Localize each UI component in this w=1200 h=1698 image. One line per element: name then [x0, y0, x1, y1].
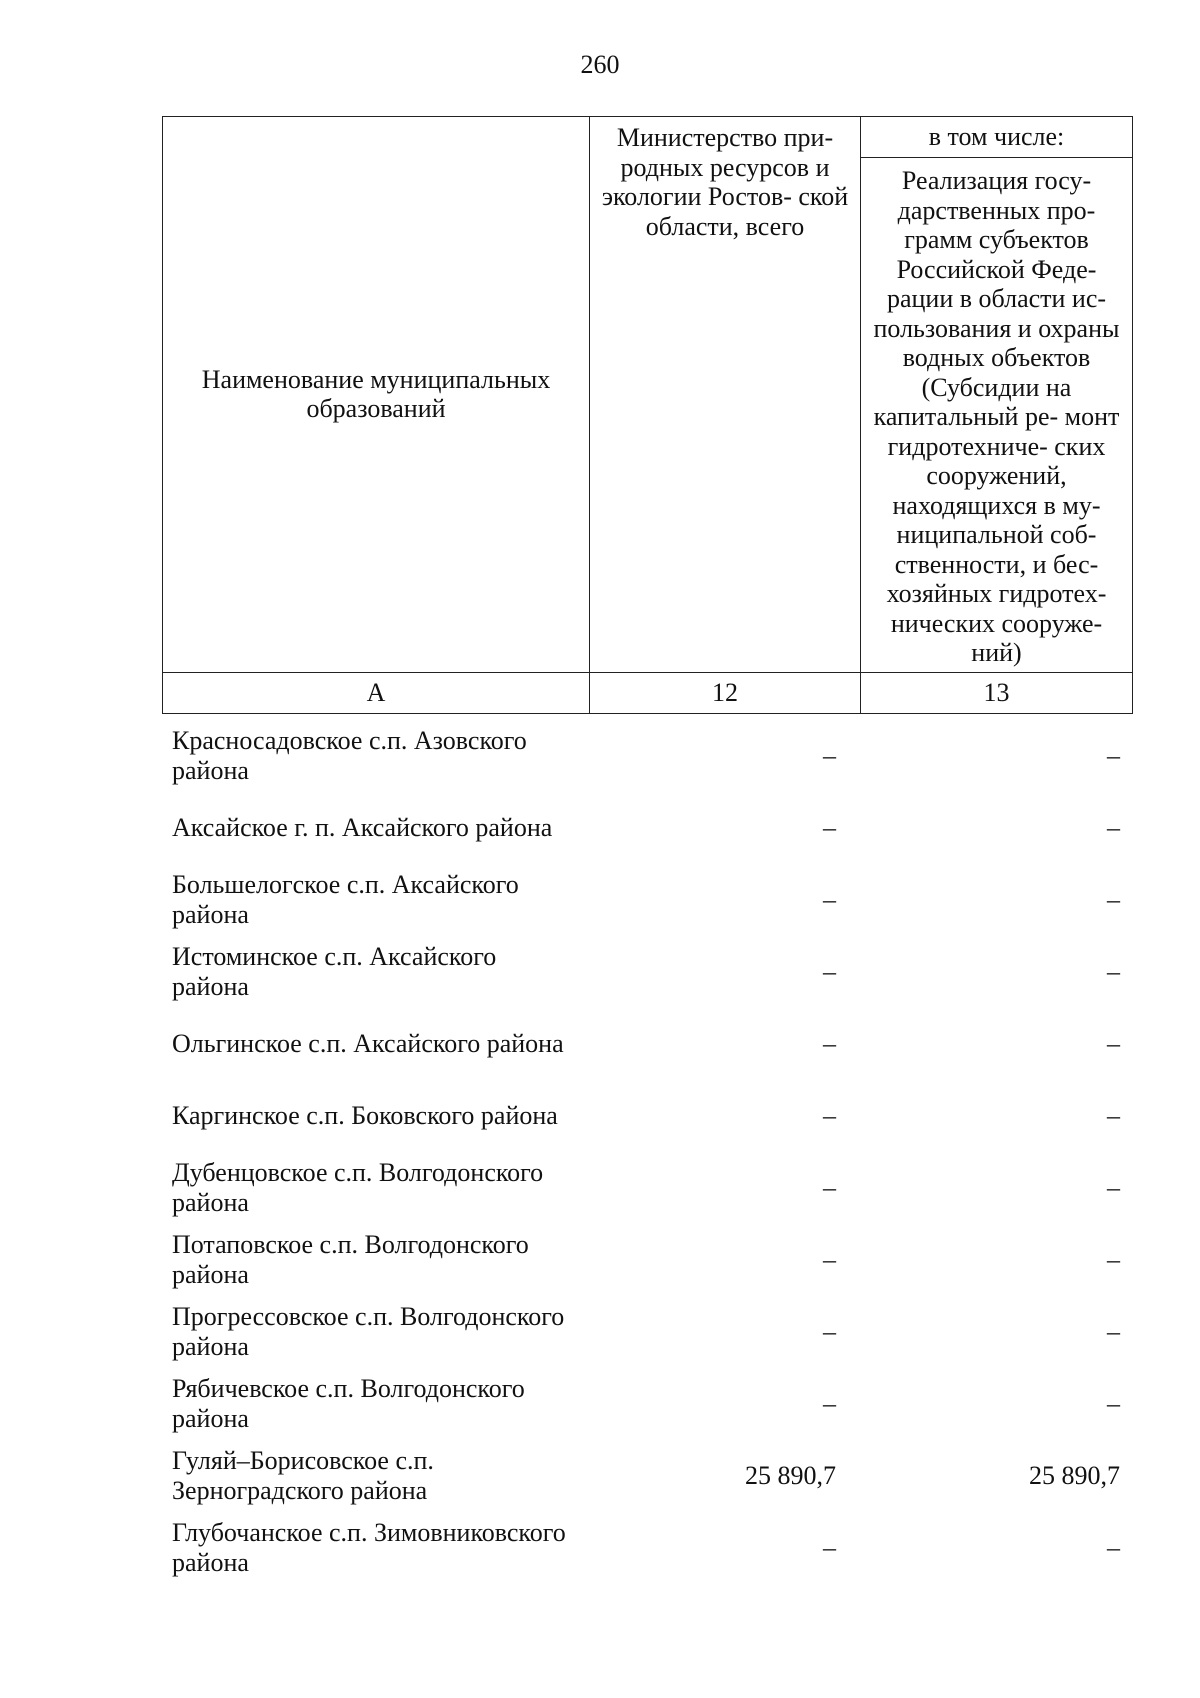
value-col-12: – — [823, 885, 836, 914]
header-program-subsidies: Реализация госу- дарственных про- грамм субъектов Российской Феде- рации в области ис- пользования и охраны водных объектов (Субсидии на капитальный ре- монт гидротехниче- ских сооружений, находящихся в му- ниципальной соб- ственности, и бес- хозяйных гидротех- нических сооруже- ний) — [861, 158, 1133, 673]
municipality-name: Гуляй–Борисовское с.п. Зерноградского района — [172, 1446, 434, 1505]
municipality-name: Каргинское с.п. Боковского района — [172, 1101, 558, 1130]
value-col-12: – — [823, 1173, 836, 1202]
header-municipality-name: Наименование муниципальных образований — [163, 117, 590, 673]
municipality-name: Аксайское г. п. Аксайского района — [172, 813, 553, 842]
value-col-12: – — [823, 741, 836, 770]
municipality-name: Дубенцовское с.п. Волгодонского района — [172, 1158, 544, 1217]
municipality-name: Прогрессовское с.п. Волгодонского района — [172, 1302, 565, 1361]
value-col-12: – — [823, 957, 836, 986]
municipality-name: Глубочанское с.п. Зимовниковского района — [172, 1518, 566, 1577]
value-col-13: – — [1107, 813, 1120, 842]
municipality-name: Красносадовское с.п. Азовского района — [172, 726, 527, 785]
table-row — [162, 792, 1132, 864]
value-col-13: – — [1107, 1173, 1120, 1202]
header-index-13: 13 — [861, 672, 1133, 713]
value-col-12: – — [823, 1029, 836, 1058]
value-col-13: – — [1107, 1389, 1120, 1418]
value-col-13: – — [1107, 885, 1120, 914]
header-index-12: 12 — [590, 672, 861, 713]
table-row — [162, 1224, 1132, 1296]
table-header — [162, 116, 1133, 714]
municipality-name: Потаповское с.п. Волгодонского района — [172, 1230, 529, 1289]
value-col-13: – — [1107, 1317, 1120, 1346]
value-col-13: – — [1107, 1101, 1120, 1130]
value-col-12: – — [823, 813, 836, 842]
table-row — [162, 864, 1132, 936]
table-row — [162, 1440, 1132, 1512]
table-row — [162, 936, 1132, 1008]
value-col-13: 25 890,7 — [1029, 1461, 1120, 1490]
value-col-13: – — [1107, 741, 1120, 770]
municipality-name: Большелогское с.п. Аксайского района — [172, 870, 519, 929]
table-row — [162, 1512, 1132, 1584]
value-col-12: – — [823, 1101, 836, 1130]
header-including: в том числе: — [861, 117, 1133, 158]
value-col-13: – — [1107, 957, 1120, 986]
value-col-13: – — [1107, 1533, 1120, 1562]
table-row — [162, 1152, 1132, 1224]
municipality-name: Истоминское с.п. Аксайского района — [172, 942, 497, 1001]
table-row — [162, 1080, 1132, 1152]
table-row — [162, 1368, 1132, 1440]
municipality-name: Рябичевское с.п. Волгодонского района — [172, 1374, 525, 1433]
value-col-12: 25 890,7 — [745, 1461, 836, 1490]
table-row — [162, 1296, 1132, 1368]
table-body — [162, 720, 1132, 1584]
table-row — [162, 720, 1132, 792]
value-col-12: – — [823, 1317, 836, 1346]
value-col-12: – — [823, 1245, 836, 1274]
value-col-13: – — [1107, 1245, 1120, 1274]
table-row — [162, 1008, 1132, 1080]
header-index-a: А — [163, 672, 590, 713]
value-col-12: – — [823, 1533, 836, 1562]
header-ministry-total: Министерство при- родных ресурсов и экологии Ростов- ской области, всего — [590, 117, 861, 673]
value-col-12: – — [823, 1389, 836, 1418]
value-col-13: – — [1107, 1029, 1120, 1058]
municipality-name: Ольгинское с.п. Аксайского района — [172, 1029, 564, 1058]
page-number: 260 — [580, 50, 620, 79]
